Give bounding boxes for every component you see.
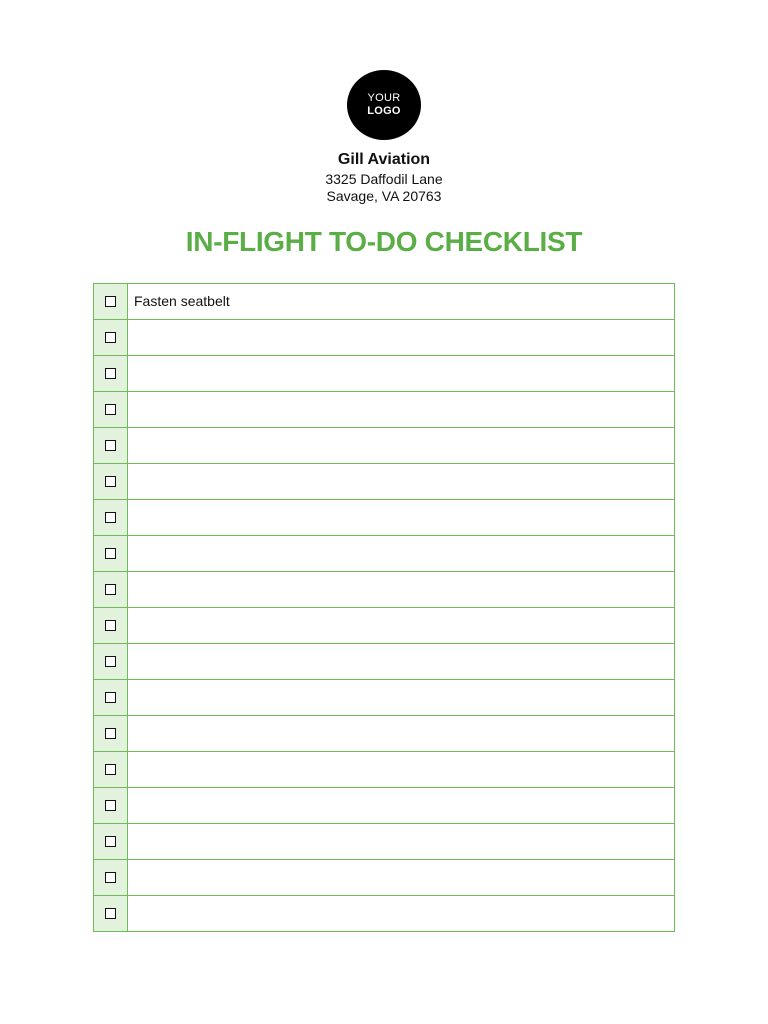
- checklist-row: [94, 752, 675, 788]
- checkbox[interactable]: [105, 404, 116, 415]
- checklist-item-text[interactable]: [128, 680, 674, 715]
- checklist-row: [94, 428, 675, 464]
- checklist-row: [94, 680, 675, 716]
- checkbox[interactable]: [105, 728, 116, 739]
- checklist-item-text[interactable]: [128, 860, 674, 895]
- checkbox[interactable]: [105, 584, 116, 595]
- checklist-row: [94, 788, 675, 824]
- checkbox-cell: [94, 644, 128, 679]
- checkbox-cell: [94, 608, 128, 643]
- checklist-item-text[interactable]: [128, 788, 674, 823]
- checklist-item-text[interactable]: [128, 464, 674, 499]
- checklist-row: [94, 392, 675, 428]
- checkbox[interactable]: [105, 548, 116, 559]
- checkbox-cell: [94, 392, 128, 427]
- checkbox[interactable]: [105, 332, 116, 343]
- checkbox[interactable]: [105, 296, 116, 307]
- checklist-item-text[interactable]: [128, 536, 674, 571]
- checklist-row: [94, 536, 675, 572]
- checkbox-cell: [94, 536, 128, 571]
- checkbox[interactable]: [105, 512, 116, 523]
- checklist-row: [94, 500, 675, 536]
- checklist-item-text[interactable]: [128, 824, 674, 859]
- checkbox-cell: [94, 356, 128, 391]
- checklist-row: [94, 644, 675, 680]
- checklist-item-text[interactable]: [128, 896, 674, 931]
- checkbox-cell: [94, 752, 128, 787]
- checklist-row: [94, 608, 675, 644]
- checkbox-cell: [94, 788, 128, 823]
- checkbox-cell: [94, 284, 128, 319]
- checklist-item-text[interactable]: [128, 428, 674, 463]
- checkbox[interactable]: [105, 908, 116, 919]
- checkbox-cell: [94, 824, 128, 859]
- checklist-item-text[interactable]: Fasten seatbelt: [134, 293, 230, 309]
- checkbox-cell: [94, 896, 128, 931]
- checklist-row: [94, 896, 675, 932]
- checklist-row: [94, 356, 675, 392]
- company-name: Gill Aviation: [337, 151, 431, 168]
- checklist-item-text[interactable]: [128, 572, 674, 607]
- checkbox[interactable]: [105, 692, 116, 703]
- checkbox[interactable]: [105, 764, 116, 775]
- checkbox[interactable]: [105, 800, 116, 811]
- company-address-line1: 3325 Daffodil Lane: [325, 171, 443, 187]
- checkbox[interactable]: [105, 620, 116, 631]
- checklist-row: [94, 716, 675, 752]
- checkbox[interactable]: [105, 440, 116, 451]
- checklist-item-text[interactable]: [128, 500, 674, 535]
- checklist-row: [94, 824, 675, 860]
- checklist-row: [94, 464, 675, 500]
- checkbox-cell: [94, 428, 128, 463]
- checklist-table: [93, 283, 675, 932]
- company-logo: [347, 70, 421, 140]
- checkbox-cell: [94, 860, 128, 895]
- checkbox[interactable]: [105, 836, 116, 847]
- checkbox[interactable]: [105, 368, 116, 379]
- checklist-item-text[interactable]: [128, 716, 674, 751]
- checkbox-cell: [94, 464, 128, 499]
- checkbox-cell: [94, 572, 128, 607]
- checklist-item-text[interactable]: [128, 392, 674, 427]
- checklist-item-text[interactable]: [128, 320, 674, 355]
- checkbox[interactable]: [105, 872, 116, 883]
- page-title: IN-FLIGHT TO-DO CHECKLIST: [185, 226, 583, 257]
- checklist-row: [94, 284, 675, 320]
- checkbox[interactable]: [105, 656, 116, 667]
- checklist-row: [94, 572, 675, 608]
- checkbox-cell: [94, 320, 128, 355]
- checkbox[interactable]: [105, 476, 116, 487]
- checklist-row: [94, 320, 675, 356]
- checklist-item-text[interactable]: [128, 608, 674, 643]
- checklist-item-text[interactable]: [128, 752, 674, 787]
- company-address-line2: Savage, VA 20763: [326, 188, 442, 204]
- checkbox-cell: [94, 500, 128, 535]
- checklist-row: [94, 860, 675, 896]
- logo-text-line2: LOGO: [367, 105, 401, 117]
- checkbox-cell: [94, 680, 128, 715]
- checklist-item-text[interactable]: [128, 644, 674, 679]
- checklist-item-text[interactable]: [128, 356, 674, 391]
- checkbox-cell: [94, 716, 128, 751]
- logo-text-line1: YOUR: [367, 92, 401, 104]
